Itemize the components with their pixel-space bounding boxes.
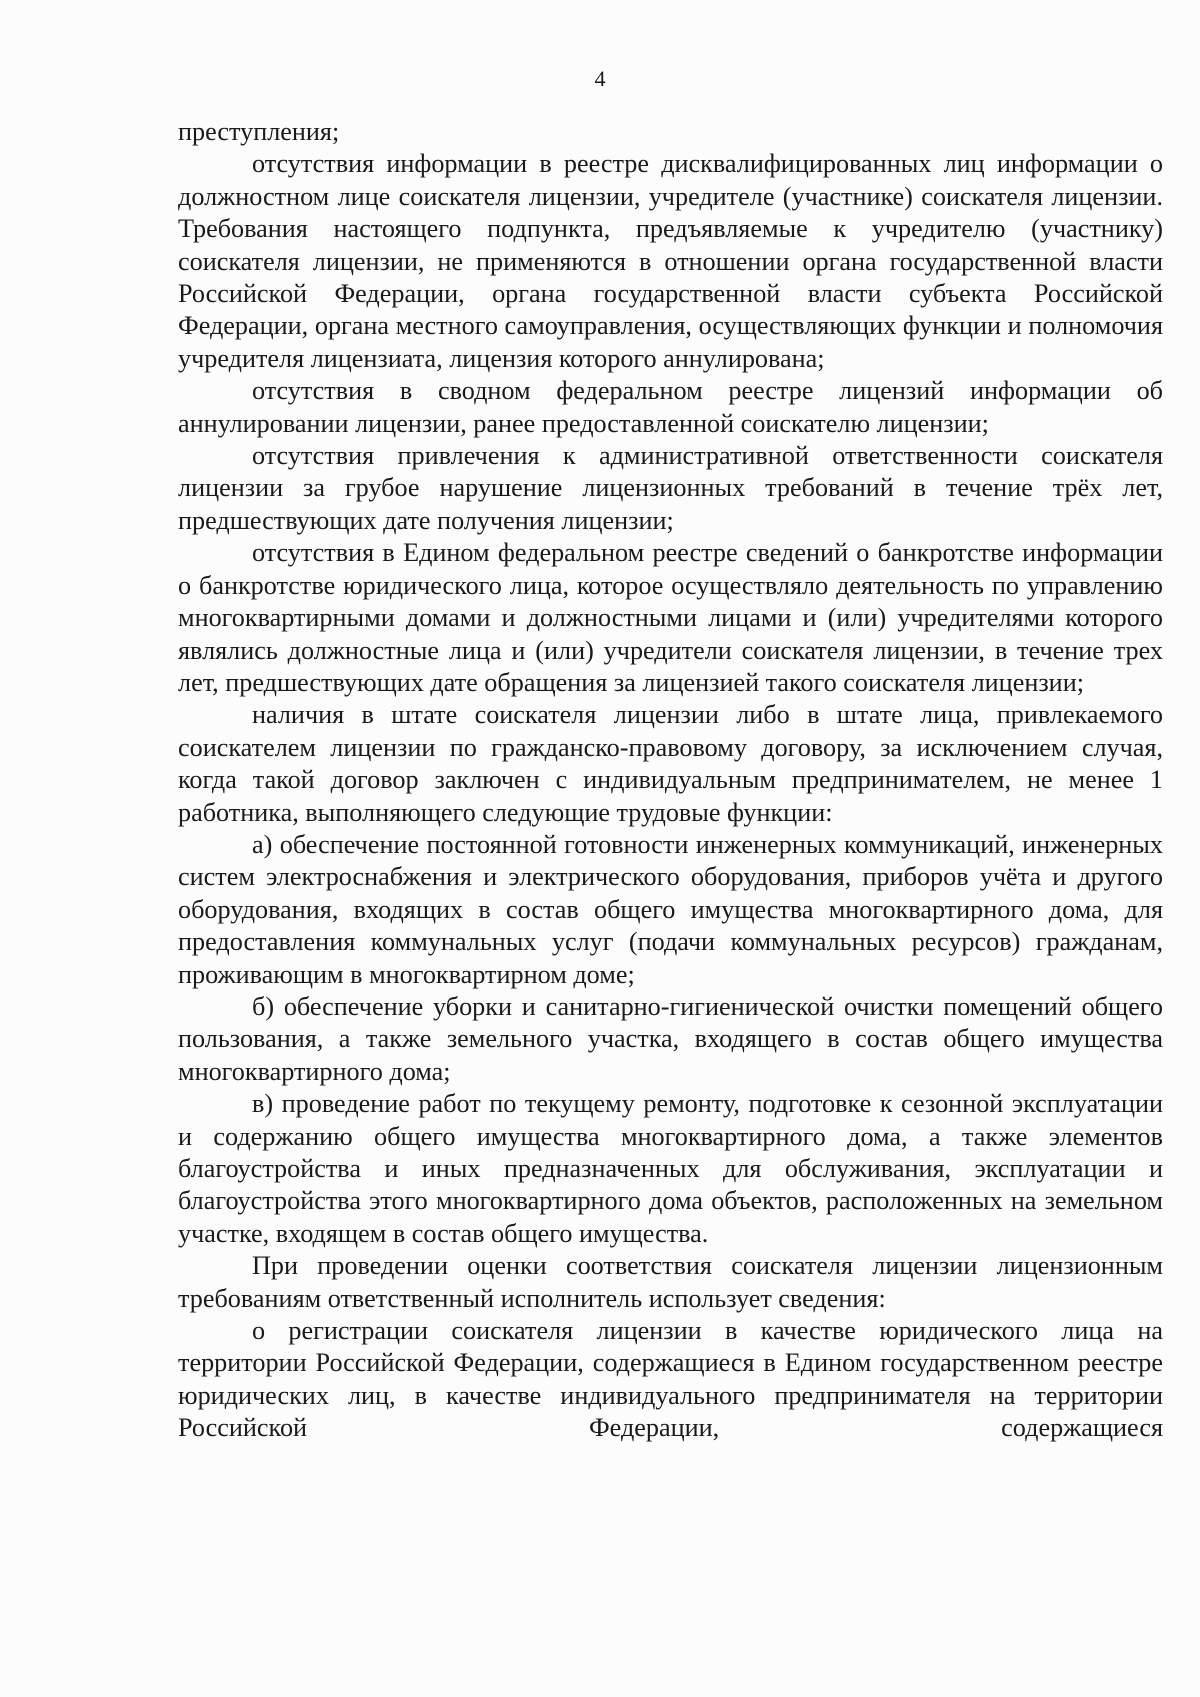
paragraph: отсутствия в Едином федеральном реестре сведений о банкротстве информации о банкротстве юридического лица, которое осуществляло деятельность по управлению многоквартирными домами и должностными лицами и (или) учредителями которого являлись должностные лица и (или) учредители соискателя лицензии, в течение трех лет, предшествующих дате обращения за лицензией такого соискателя лицензии;: [178, 538, 1163, 697]
paragraph: отсутствия информации в реестре дисквалифицированных лиц информации о должностном лице соискателя лицензии, учредителе (участнике) соискателя лицензии. Требования настоящего подпункта, предъявляемые к учредителю (участнику) соискателя лицензии, не применяются в отношении органа государственной власти Российской Федерации, органа государственной власти субъекта Российской Федерации, органа местного самоуправления, осуществляющих функции и полномочия учредителя лицензиата, лицензия которого аннулирована;: [178, 149, 1163, 373]
paragraph: а) обеспечение постоянной готовности инженерных коммуникаций, инженерных систем электроснабжения и электрического оборудования, приборов учёта и другого оборудования, входящих в состав общего имущества многоквартирного дома, для предоставления коммунальных услуг (подачи коммунальных ресурсов) гражданам, проживающим в многоквартирном доме;: [178, 829, 1163, 989]
paragraph: отсутствия привлечения к административной ответственности соискателя лицензии за грубое нарушение лицензионных требований в течение трёх лет, предшествующих дате получения лицензии;: [178, 441, 1163, 535]
paragraph: отсутствия в сводном федеральном реестре лицензий информации об аннулировании лицензии, ранее предоставленной соискателю лицензии;: [178, 376, 1163, 438]
paragraph: о регистрации соискателя лицензии в качестве юридического лица на территории Российской Федерации, содержащиеся в Едином государственном реестре юридических лиц, в качестве индивидуального предпринимателя на территории Российской Федерации, содержащиеся: [178, 1316, 1163, 1443]
paragraph: При проведении оценки соответствия соискателя лицензии лицензионным требованиям ответственный исполнитель использует сведения:: [178, 1251, 1163, 1313]
paragraph: преступления;: [178, 117, 340, 146]
paragraph: наличия в штате соискателя лицензии либо в штате лица, привлекаемого соискателем лицензии по гражданско-правовому договору, за исключением случая, когда такой договор заключен с индивидуальным предпринимателем, не менее 1 работника, выполняющего следующие трудовые функции:: [178, 700, 1163, 827]
page-number: 4: [594, 66, 606, 91]
document-body: [178, 116, 1163, 1445]
paragraph: в) проведение работ по текущему ремонту, подготовке к сезонной эксплуатации и содержанию общего имущества многоквартирного дома, а также элементов благоустройства и иных предназначенных для обслуживания, эксплуатации и благоустройства этого многоквартирного дома объектов, расположенных на земельном участке, входящем в состав общего имущества.: [178, 1089, 1163, 1248]
paragraph: б) обеспечение уборки и санитарно-гигиенической очистки помещений общего пользования, а также земельного участка, входящего в состав общего имущества многоквартирного дома;: [178, 991, 1163, 1086]
